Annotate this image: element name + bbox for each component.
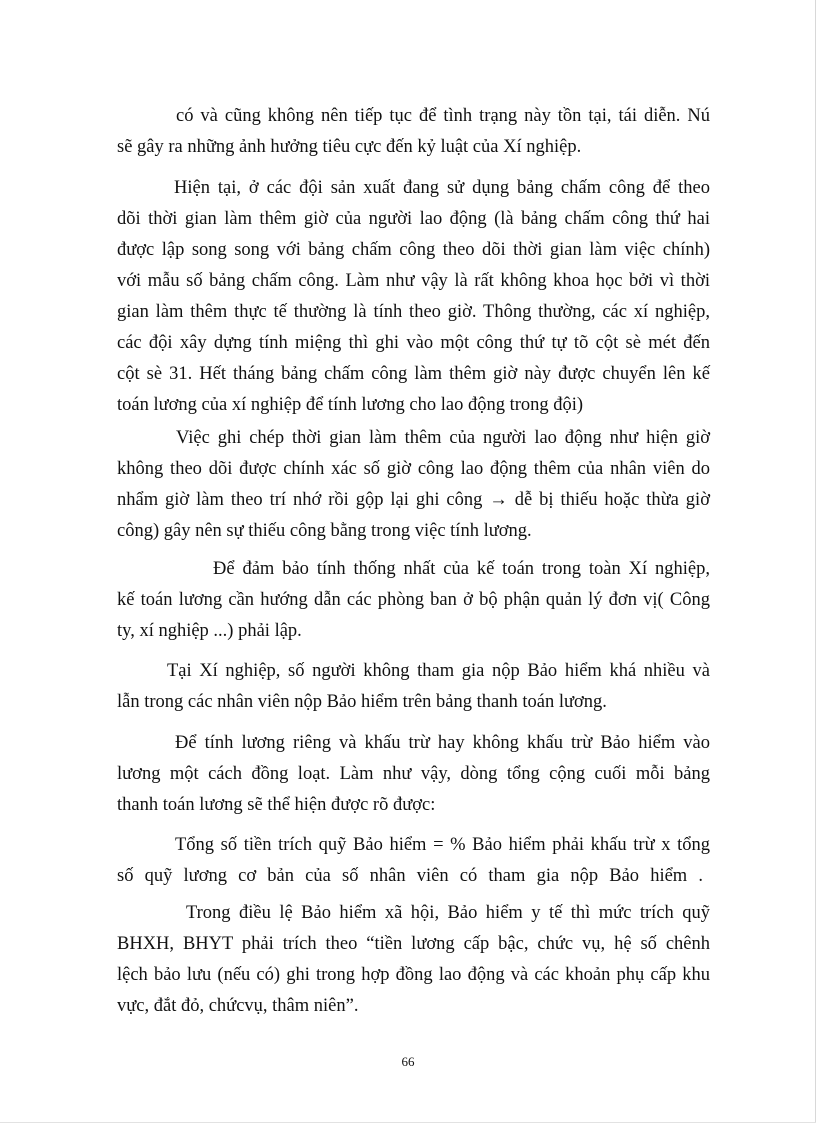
paragraph-3-line-2: không theo dõi được chính xác số giờ công lao động thêm của nhân viên do — [117, 459, 710, 479]
paragraph-6-line-3: thanh toán lương sẽ thể hiện được rõ được: — [117, 795, 436, 815]
paragraph-8-line-2: BHXH, BHYT phải trích theo “tiền lương cấp bậc, chức vụ, hệ số chênh — [117, 934, 710, 954]
paragraph-4-line-2: kế toán lương cần hướng dẫn các phòng ban ở bộ phận quản lý đơn vị( Công — [117, 590, 710, 610]
paragraph-5-line-1: Tại Xí nghiệp, số người không tham gia nộp Bảo hiểm khá nhiều và — [167, 661, 710, 681]
paragraph-2-line-6: các đội xây dựng tính miệng thì ghi vào một công thứ tự tõ cột sè mét đến — [117, 333, 710, 353]
paragraph-2-line-5: gian làm thêm thực tế thường là tính theo giờ. Thông thường, các xí nghiệp, — [117, 302, 710, 322]
paragraph-8-line-4: vực, đắt đỏ, chứcvụ, thâm niên”. — [117, 996, 359, 1016]
paragraph-1-line-2: sẽ gây ra những ảnh hưởng tiêu cực đến kỷ luật của Xí nghiệp. — [117, 137, 582, 157]
paragraph-2-line-3: được lập song song với bảng chấm công theo dõi thời gian làm việc chính) — [117, 240, 710, 260]
paragraph-8-line-3: lệch bảo lưu (nếu có) ghi trong hợp đồng lao động và các khoản phụ cấp khu — [117, 965, 710, 985]
paragraph-6-line-1: Để tính lương riêng và khấu trừ hay không khấu trừ Bảo hiểm vào — [175, 733, 710, 753]
paragraph-4-line-3: ty, xí nghiệp ...) phải lập. — [117, 621, 302, 641]
paragraph-2-line-2: dõi thời gian làm thêm giờ của người lao động (là bảng chấm công thứ hai — [117, 209, 710, 229]
paragraph-6-line-2: lương một cách đồng loạt. Làm như vậy, dòng tổng cộng cuối mỗi bảng — [117, 764, 710, 784]
paragraph-2-line-4: với mẫu số bảng chấm công. Làm như vậy là rất không khoa học bởi vì thời — [117, 271, 710, 291]
paragraph-3-line-1: Việc ghi chép thời gian làm thêm của người lao động như hiện giờ — [176, 428, 710, 448]
paragraph-7-line-1: Tổng số tiền trích quỹ Bảo hiểm = % Bảo hiểm phải khấu trừ x tổng — [175, 835, 710, 855]
paragraph-2-line-1: Hiện tại, ở các đội sản xuất đang sử dụng bảng chấm công để theo — [174, 178, 710, 198]
paragraph-2-line-7: cột sè 31. Hết tháng bảng chấm công làm thêm giờ này được chuyển lên kế — [117, 364, 710, 384]
paragraph-1-line-1: có và cũng không nên tiếp tục để tình trạng này tồn tại, tái diễn. Nú — [176, 106, 710, 126]
page-number: 66 — [401, 1054, 415, 1069]
paragraph-7-line-2: số quỹ lương cơ bản của số nhân viên có tham gia nộp Bảo hiểm . — [117, 866, 703, 886]
paragraph-3-line-4: công) gây nên sự thiếu công bằng trong việc tính lương. — [117, 521, 532, 541]
paragraph-3-line-3: nhẩm giờ làm theo trí nhớ rồi gộp lại ghi công → dễ bị thiếu hoặc thừa giờ — [117, 490, 710, 510]
paragraph-4-line-1: Để đảm bảo tính thống nhất của kế toán trong toàn Xí nghiệp, — [213, 559, 710, 579]
paragraph-8-line-1: Trong điều lệ Bảo hiểm xã hội, Bảo hiểm y tế thì mức trích quỹ — [186, 903, 710, 923]
paragraph-2-line-8: toán lương của xí nghiệp để tính lương cho lao động trong đội) — [117, 395, 584, 415]
paragraph-5-line-2: lẫn trong các nhân viên nộp Bảo hiểm trên bảng thanh toán lương. — [117, 692, 607, 712]
